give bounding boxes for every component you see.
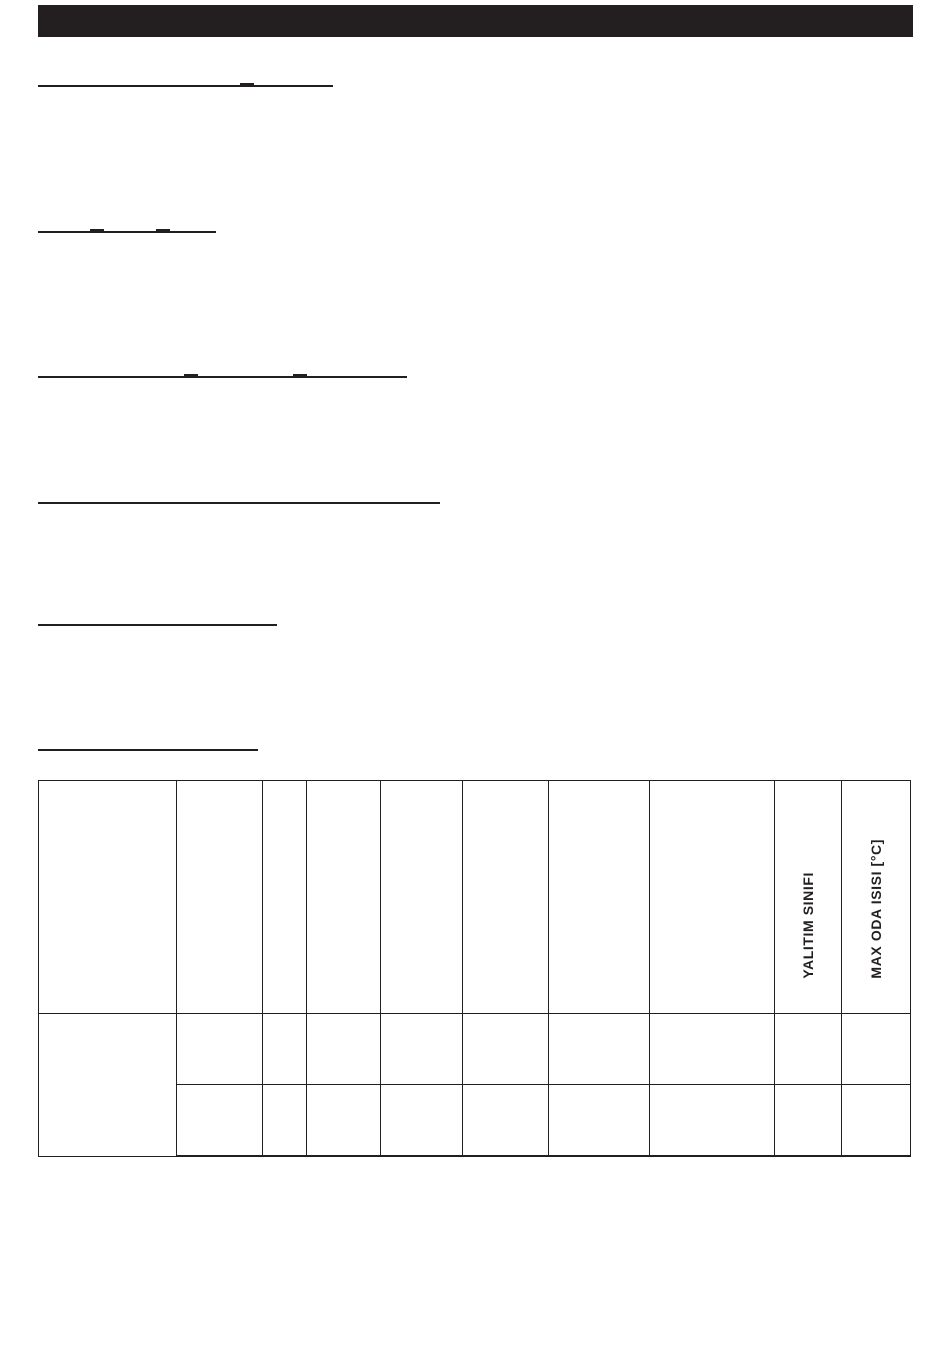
table-header-cell xyxy=(307,781,381,1014)
underline-mark xyxy=(184,374,198,376)
section-underline-2 xyxy=(38,231,216,233)
table-header-cell xyxy=(650,781,775,1014)
table-cell xyxy=(463,1014,549,1085)
table-cell xyxy=(842,1085,911,1157)
table-cell xyxy=(775,1014,842,1085)
spec-table xyxy=(38,780,911,1157)
table-cell xyxy=(177,1014,263,1085)
table-header-cell xyxy=(263,781,307,1014)
table-cell xyxy=(549,1085,650,1157)
section-underline-5 xyxy=(38,624,277,626)
table-row xyxy=(39,1014,911,1085)
table-cell xyxy=(381,1085,463,1157)
table-header-cell xyxy=(463,781,549,1014)
table-cell xyxy=(177,1085,263,1157)
underline-mark xyxy=(90,229,104,231)
table-cell xyxy=(650,1014,775,1085)
table-cell xyxy=(381,1014,463,1085)
table-cell xyxy=(463,1085,549,1157)
table-cell xyxy=(650,1085,775,1157)
header-bar xyxy=(38,5,913,37)
section-underline-1 xyxy=(38,85,333,87)
table-header-row xyxy=(39,781,911,1014)
section-underline-4 xyxy=(38,502,440,504)
table-header-cell xyxy=(549,781,650,1014)
table-header-cell xyxy=(775,781,842,1014)
table-cell xyxy=(775,1085,842,1157)
table-header-cell xyxy=(177,781,263,1014)
table-cell xyxy=(263,1085,307,1157)
table-cell xyxy=(39,1014,177,1157)
table-cell xyxy=(263,1014,307,1085)
table-header-cell xyxy=(842,781,911,1014)
table-cell xyxy=(549,1014,650,1085)
table-cell xyxy=(307,1014,381,1085)
section-underline-6 xyxy=(38,749,258,751)
section-underline-3 xyxy=(38,376,407,378)
underline-mark xyxy=(156,229,170,231)
underline-mark xyxy=(240,83,254,85)
table-cell xyxy=(842,1014,911,1085)
underline-mark xyxy=(293,374,307,376)
table-header-cell xyxy=(39,781,177,1014)
table-header-cell xyxy=(381,781,463,1014)
table-cell xyxy=(307,1085,381,1157)
insulation-class-header: YALITIM SINIFI xyxy=(800,872,816,979)
max-room-temp-header: MAX ODA ISISI [°C] xyxy=(868,839,884,979)
